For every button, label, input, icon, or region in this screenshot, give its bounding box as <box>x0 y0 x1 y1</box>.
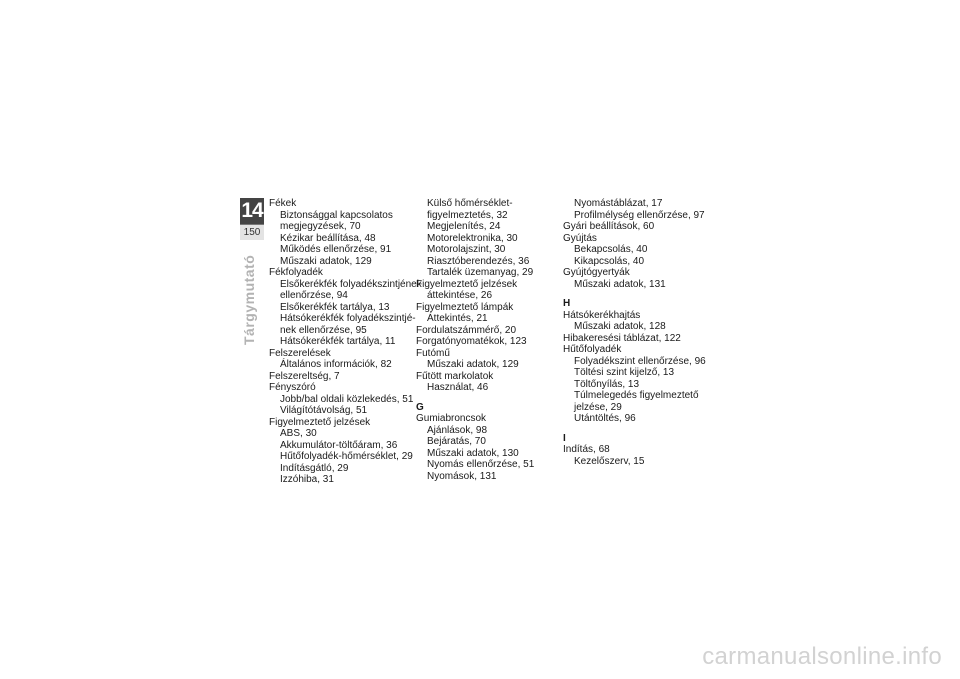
index-entry: Felszereltség, 7 <box>269 370 340 382</box>
index-subentry: Külső hőmérséklet- <box>427 198 513 209</box>
index-subentry: Indításgátló, 29 <box>280 462 349 474</box>
index-entry: Indítás, 68 <box>563 444 610 455</box>
index-entry: Hibakeresési táblázat, 122 <box>563 332 681 344</box>
index-column-1 <box>269 198 422 486</box>
index-subentry: Kezelőszerv, 15 <box>574 455 645 467</box>
index-subentry: Megjelenítés, 24 <box>427 221 501 232</box>
index-letter-heading: G <box>416 401 424 413</box>
index-entry: Figyelmeztető jelzések <box>416 278 518 290</box>
index-subentry: Műszaki adatok, 129 <box>280 255 372 267</box>
index-subentry: Motorolajszint, 30 <box>427 244 506 255</box>
index-subentry: Töltőnyílás, 13 <box>574 378 640 390</box>
index-subentry: Nyomástáblázat, 17 <box>574 198 663 209</box>
chapter-title: Tárgymutató <box>241 254 257 345</box>
index-subentry: Motorelektronika, 30 <box>427 232 518 244</box>
index-entry: Figyelmeztető jelzések <box>269 416 371 428</box>
index-subentry: Műszaki adatok, 130 <box>427 447 519 459</box>
index-subentry: Hátsókerékfék folyadékszintjé- <box>280 313 416 324</box>
index-subentry: Profilmélység ellenőrzése, 97 <box>574 209 705 221</box>
index-entry: Felszerelések <box>269 347 331 359</box>
index-subentry: Izzóhiba, 31 <box>280 474 334 485</box>
chapter-divider <box>240 224 264 225</box>
page-number: 150 <box>243 227 261 238</box>
index-subentry: Tartalék üzemanyag, 29 <box>427 267 534 278</box>
index-subentry: Nyomások, 131 <box>427 470 497 482</box>
index-subentry: áttekintése, 26 <box>427 290 493 301</box>
index-subentry: Használat, 46 <box>427 382 489 393</box>
chapter-number: 14 <box>241 199 263 222</box>
index-subentry: Műszaki adatok, 128 <box>574 321 666 332</box>
index-subentry: Bekapcsolás, 40 <box>574 244 648 255</box>
index-entry: Fékfolyadék <box>269 267 323 278</box>
index-subentry: Általános információk, 82 <box>280 359 392 370</box>
index-subentry: Nyomás ellenőrzése, 51 <box>427 459 535 470</box>
index-entry: Figyelmeztető lámpák <box>416 301 514 313</box>
index-subentry: Töltési szint kijelző, 13 <box>574 367 675 378</box>
index-subentry: Riasztóberendezés, 36 <box>427 255 530 267</box>
index-entry: Fordulatszámmérő, 20 <box>416 324 517 336</box>
index-subentry: Műszaki adatok, 131 <box>574 278 666 290</box>
index-subentry: jelzése, 29 <box>574 401 622 413</box>
index-subentry: ellenőrzése, 94 <box>280 290 348 301</box>
index-subentry: Elsőkerékfék folyadékszintjének <box>280 278 422 290</box>
index-entry: Hűtőfolyadék <box>563 344 622 355</box>
index-subentry: Működés ellenőrzése, 91 <box>280 244 392 255</box>
index-entry: Futómű <box>416 347 450 359</box>
index-entry: Gumiabroncsok <box>416 413 487 424</box>
index-subentry: Hátsókerékfék tartálya, 11 <box>280 336 396 347</box>
index-subentry: Kézikar beállítása, 48 <box>280 232 376 244</box>
index-subentry: megjegyzések, 70 <box>280 221 361 232</box>
index-column-2 <box>416 198 556 482</box>
index-entry: Gyújtás <box>563 232 597 244</box>
index-entry: Hátsókerékhajtás <box>563 309 641 321</box>
index-subentry: Áttekintés, 21 <box>427 313 488 324</box>
index-subentry: Utántöltés, 96 <box>574 413 636 424</box>
index-letter-heading: I <box>563 432 566 444</box>
index-subentry: nek ellenőrzése, 95 <box>280 324 367 336</box>
index-subentry: Hűtőfolyadék-hőmérséklet, 29 <box>280 451 413 462</box>
index-entry: Fékek <box>269 198 297 209</box>
index-subentry: Túlmelegedés figyelmeztető <box>574 390 699 401</box>
index-subentry: Műszaki adatok, 129 <box>427 359 519 370</box>
index-entry: Gyújtógyertyák <box>563 267 630 278</box>
index-subentry: figyelmeztetés, 32 <box>427 209 508 221</box>
index-subentry: Jobb/bal oldali közlekedés, 51 <box>280 393 414 405</box>
index-subentry: Világítótávolság, 51 <box>280 405 368 416</box>
index-entry: Fényszóró <box>269 382 316 393</box>
index-entry: Forgatónyomatékok, 123 <box>416 336 527 347</box>
index-entry: Gyári beállítások, 60 <box>563 221 655 232</box>
index-subentry: Biztonsággal kapcsolatos <box>280 209 393 221</box>
index-entry: Fűtött markolatok <box>416 370 494 382</box>
index-subentry: Akkumulátor-töltőáram, 36 <box>280 439 398 451</box>
index-column-3 <box>563 198 706 467</box>
index-subentry: Bejáratás, 70 <box>427 436 486 447</box>
index-subentry: Elsőkerékfék tartálya, 13 <box>280 301 390 313</box>
index-subentry: Kikapcsolás, 40 <box>574 255 645 267</box>
index-subentry: Folyadékszint ellenőrzése, 96 <box>574 355 706 367</box>
index-subentry: Ajánlások, 98 <box>427 424 488 436</box>
index-subentry: ABS, 30 <box>280 428 317 439</box>
index-letter-heading: H <box>563 298 571 309</box>
watermark: carmanualsonline.info <box>702 643 942 670</box>
